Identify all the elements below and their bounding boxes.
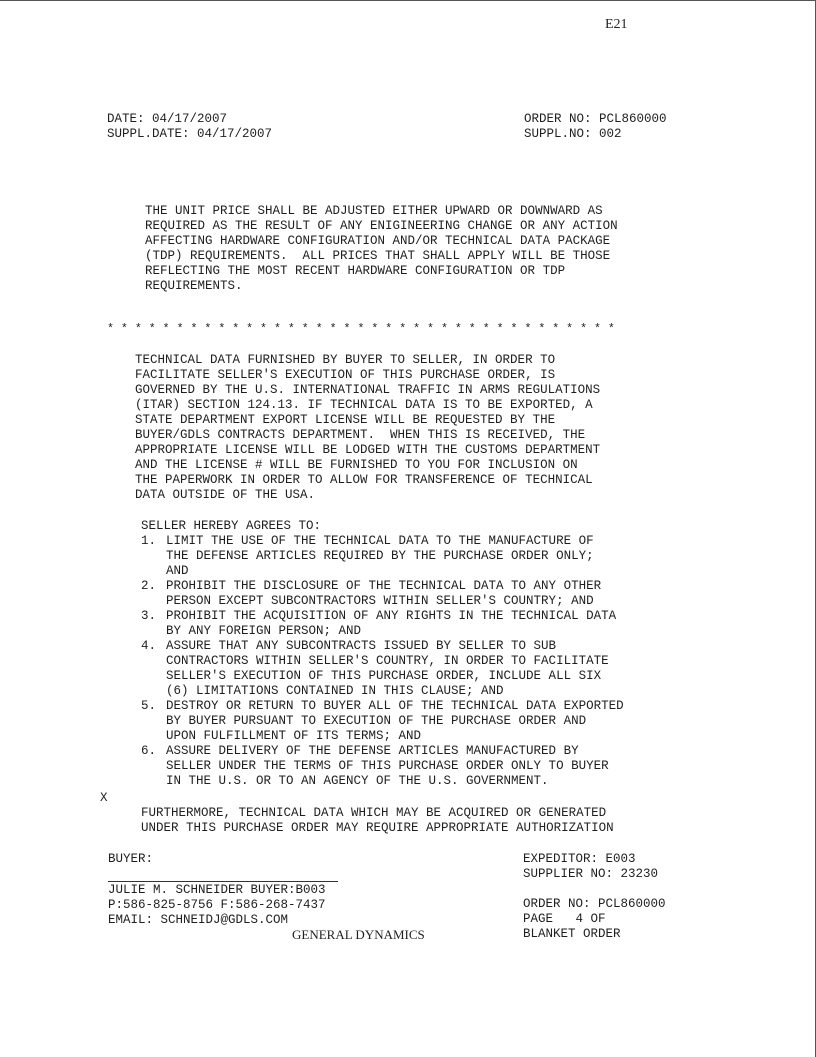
clause-line: REQUIREMENTS. [145, 279, 243, 293]
clause-line: REFLECTING THE MOST RECENT HARDWARE CONFIGURATION OR TDP [145, 264, 566, 278]
item-line: SELLER'S EXECUTION OF THIS PURCHASE ORDER, INCLUDE ALL SIX [166, 669, 602, 683]
item-number: 6. [141, 744, 157, 758]
expeditor: EXPEDITOR: E003 [523, 852, 636, 866]
item-number: 1. [141, 534, 157, 548]
clause-line: BUYER/GDLS CONTRACTS DEPARTMENT. WHEN THIS IS RECEIVED, THE [135, 428, 586, 442]
item-line: LIMIT THE USE OF THE TECHNICAL DATA TO THE MANUFACTURE OF [166, 534, 594, 548]
buyer-name: JULIE M. SCHNEIDER BUYER:B003 [108, 883, 326, 897]
item-line: DESTROY OR RETURN TO BUYER ALL OF THE TECHNICAL DATA EXPORTED [166, 699, 624, 713]
order-no: ORDER NO: PCL860000 [524, 112, 667, 126]
item-line: ASSURE THAT ANY SUBCONTRACTS ISSUED BY SELLER TO SUB [166, 639, 557, 653]
company-name: GENERAL DYNAMICS [292, 927, 425, 942]
clause-line: FURTHERMORE, TECHNICAL DATA WHICH MAY BE ACQUIRED OR GENERATED [141, 806, 607, 820]
clause-line: AFFECTING HARDWARE CONFIGURATION AND/OR TECHNICAL DATA PACKAGE [145, 234, 611, 248]
margin-mark: X [100, 791, 108, 805]
clause-line: AND THE LICENSE # WILL BE FURNISHED TO YOU FOR INCLUSION ON [135, 458, 578, 472]
buyer-phone: P:586-825-8756 F:586-268-7437 [108, 898, 326, 912]
suppl-no: SUPPL.NO: 002 [524, 127, 622, 141]
clause-line: (TDP) REQUIREMENTS. ALL PRICES THAT SHALL APPLY WILL BE THOSE [145, 249, 611, 263]
page-number: PAGE 4 OF [523, 912, 606, 926]
agreement-item [141, 534, 624, 579]
item-line: BY BUYER PURSUANT TO EXECUTION OF THE PURCHASE ORDER AND [166, 714, 587, 728]
item-line: (6) LIMITATIONS CONTAINED IN THIS CLAUSE; AND [166, 684, 504, 698]
clause-line: THE UNIT PRICE SHALL BE ADJUSTED EITHER UPWARD OR DOWNWARD AS [145, 204, 603, 218]
item-number: 5. [141, 699, 157, 713]
item-line: PERSON EXCEPT SUBCONTRACTORS WITHIN SELLER'S COUNTRY; AND [166, 594, 594, 608]
clause-line: (ITAR) SECTION 124.13. IF TECHNICAL DATA IS TO BE EXPORTED, A [135, 398, 593, 412]
item-line: SELLER UNDER THE TERMS OF THIS PURCHASE ORDER ONLY TO BUYER [166, 759, 609, 773]
agreement-list [141, 534, 624, 789]
price-adjustment-clause [145, 204, 618, 294]
clause-line: TECHNICAL DATA FURNISHED BY BUYER TO SELLER, IN ORDER TO [135, 353, 556, 367]
agreement-item [141, 744, 624, 789]
item-line: BY ANY FOREIGN PERSON; AND [166, 624, 362, 638]
asterisk-separator: * * * * * * * * * * * * * * * * * * * * * * * * * * * * * * * * * * * * * [107, 323, 615, 336]
supplier-no: SUPPLIER NO: 23230 [523, 867, 659, 881]
item-line: UPON FULFILLMENT OF ITS TERMS; AND [166, 729, 422, 743]
clause-line: REQUIRED AS THE RESULT OF ANY ENIGINEERING CHANGE OR ANY ACTION [145, 219, 618, 233]
item-line: ASSURE DELIVERY OF THE DEFENSE ARTICLES MANUFACTURED BY [166, 744, 579, 758]
agreement-item [141, 699, 624, 744]
item-number: 2. [141, 579, 157, 593]
signature-line [108, 881, 338, 882]
suppl-date: SUPPL.DATE: 04/17/2007 [107, 127, 273, 141]
item-number: 4. [141, 639, 157, 653]
page-code: E21 [605, 17, 628, 32]
date: DATE: 04/17/2007 [107, 112, 228, 126]
clause-line: UNDER THIS PURCHASE ORDER MAY REQUIRE APPROPRIATE AUTHORIZATION [141, 821, 614, 835]
agreement-item [141, 609, 624, 639]
page-top-edge [0, 0, 816, 1]
furthermore-clause [141, 806, 614, 836]
item-line: THE DEFENSE ARTICLES REQUIRED BY THE PURCHASE ORDER ONLY; [166, 549, 594, 563]
clause-line: FACILITATE SELLER'S EXECUTION OF THIS PURCHASE ORDER, IS [135, 368, 556, 382]
agrees-intro: SELLER HEREBY AGREES TO: [141, 519, 322, 533]
clause-line: STATE DEPARTMENT EXPORT LICENSE WILL BE REQUESTED BY THE [135, 413, 556, 427]
clause-line: DATA OUTSIDE OF THE USA. [135, 488, 316, 502]
footer-order-no: ORDER NO: PCL860000 [523, 897, 666, 911]
clause-line: THE PAPERWORK IN ORDER TO ALLOW FOR TRANSFERENCE OF TECHNICAL [135, 473, 593, 487]
clause-line: APPROPRIATE LICENSE WILL BE LODGED WITH THE CUSTOMS DEPARTMENT [135, 443, 601, 457]
item-line: IN THE U.S. OR TO AN AGENCY OF THE U.S. GOVERNMENT. [166, 774, 549, 788]
item-line: AND [166, 564, 189, 578]
clause-line: GOVERNED BY THE U.S. INTERNATIONAL TRAFFIC IN ARMS REGULATIONS [135, 383, 601, 397]
item-line: CONTRACTORS WITHIN SELLER'S COUNTRY, IN ORDER TO FACILITATE [166, 654, 609, 668]
buyer-label: BUYER: [108, 852, 154, 866]
buyer-email: EMAIL: SCHNEIDJ@GDLS.COM [108, 913, 289, 927]
order-type: BLANKET ORDER [523, 927, 621, 941]
agreement-item [141, 639, 624, 699]
item-number: 3. [141, 609, 157, 623]
item-line: PROHIBIT THE DISCLOSURE OF THE TECHNICAL DATA TO ANY OTHER [166, 579, 602, 593]
technical-data-clause [135, 353, 600, 503]
agreement-item [141, 579, 624, 609]
item-line: PROHIBIT THE ACQUISITION OF ANY RIGHTS IN THE TECHNICAL DATA [166, 609, 617, 623]
